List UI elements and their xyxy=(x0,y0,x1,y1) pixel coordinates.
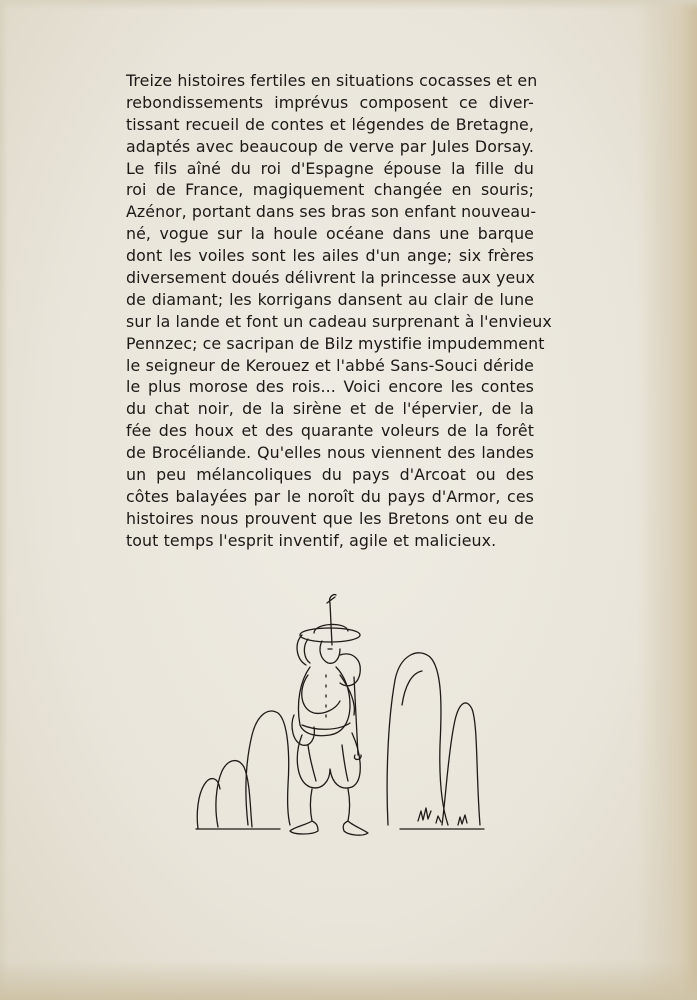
piper-hat-brim xyxy=(300,628,360,642)
blurb-line: Le fils aîné du roi d'Espagne épouse la fille du xyxy=(126,158,534,178)
blurb-line: tout temps l'esprit inventif, agile et malicieux. xyxy=(126,530,497,550)
blurb-line: sur la lande et font un cadeau surprenant à l'envieux xyxy=(126,311,552,331)
blurb-line: Pennzec; ce sacripan de Bilz mystifie impudemment xyxy=(126,333,545,353)
blurb-line: né, vogue sur la houle océane dans une barque xyxy=(126,224,534,244)
blurb-line: Azénor, portant dans ses bras son enfant nouveau- xyxy=(126,202,537,222)
blurb-line: de diamant; les korrigans dansent au clair de lune xyxy=(126,289,534,309)
cover-edge-right xyxy=(637,0,697,1000)
breton-piper-among-standing-stones-icon xyxy=(190,585,490,865)
blurb-line: histoires nous prouvent que les Bretons ont eu de xyxy=(126,508,534,528)
menhir-left-tall xyxy=(246,711,290,825)
blurb-line: fée des houx et des quarante voleurs de la forêt xyxy=(126,421,534,441)
cover-edge-bottom xyxy=(0,960,697,1000)
bagpipe-drone xyxy=(327,594,336,645)
piper-leg-left xyxy=(311,789,313,821)
piper-arm-left xyxy=(302,675,340,713)
blurb-line: rebondissements imprévus composent ce diver- xyxy=(126,92,534,112)
menhir-large-right xyxy=(387,653,448,825)
blurb-line: Treize histoires fertiles en situations cocasses et en xyxy=(126,71,538,90)
blurb-line: roi de France, magiquement changée en souris; xyxy=(126,180,534,200)
piper-leg-right xyxy=(348,789,350,821)
blurb-line: dont les voiles sont les ailes d'un ange; six frères xyxy=(126,246,534,266)
piper-hair xyxy=(297,635,310,665)
blurb-line: du chat noir, de la sirène et de l'épervier, de la xyxy=(126,399,534,419)
blurb-line: diversement doués délivrent la princesse aux yeux xyxy=(126,268,535,288)
blurb-line: le seigneur de Kerouez et l'abbé Sans-Souci déride xyxy=(126,355,534,375)
blurb-line: adaptés avec beaucoup de verve par Jules Dorsay. xyxy=(126,136,534,156)
piper-arm-right xyxy=(340,675,354,715)
menhir-far-right xyxy=(442,703,480,825)
cover-edge-left xyxy=(0,0,8,1000)
piper-breeches xyxy=(297,733,360,788)
piper-face xyxy=(320,641,340,663)
bagpipe-bag xyxy=(340,654,360,686)
breeches-folds xyxy=(308,745,348,781)
blurb-line: tissant recueil de contes et légendes de Bretagne, xyxy=(126,114,534,134)
blurb-line: un peu mélancoliques du pays d'Arcoat ou des xyxy=(126,465,534,485)
blurb-line: de Brocéliande. Qu'elles nous viennent des landes xyxy=(126,443,534,463)
back-cover-blurb xyxy=(126,70,552,552)
cover-edge-top xyxy=(0,0,697,10)
blurb-line: côtes balayées par le noroît du pays d'Armor, ces xyxy=(126,486,534,506)
piper-shoe-right xyxy=(343,821,368,835)
piper-shoe-left xyxy=(290,821,318,834)
blurb-line: le plus morose des rois... Voici encore les contes xyxy=(126,377,534,397)
menhir-right-inner xyxy=(402,671,422,705)
